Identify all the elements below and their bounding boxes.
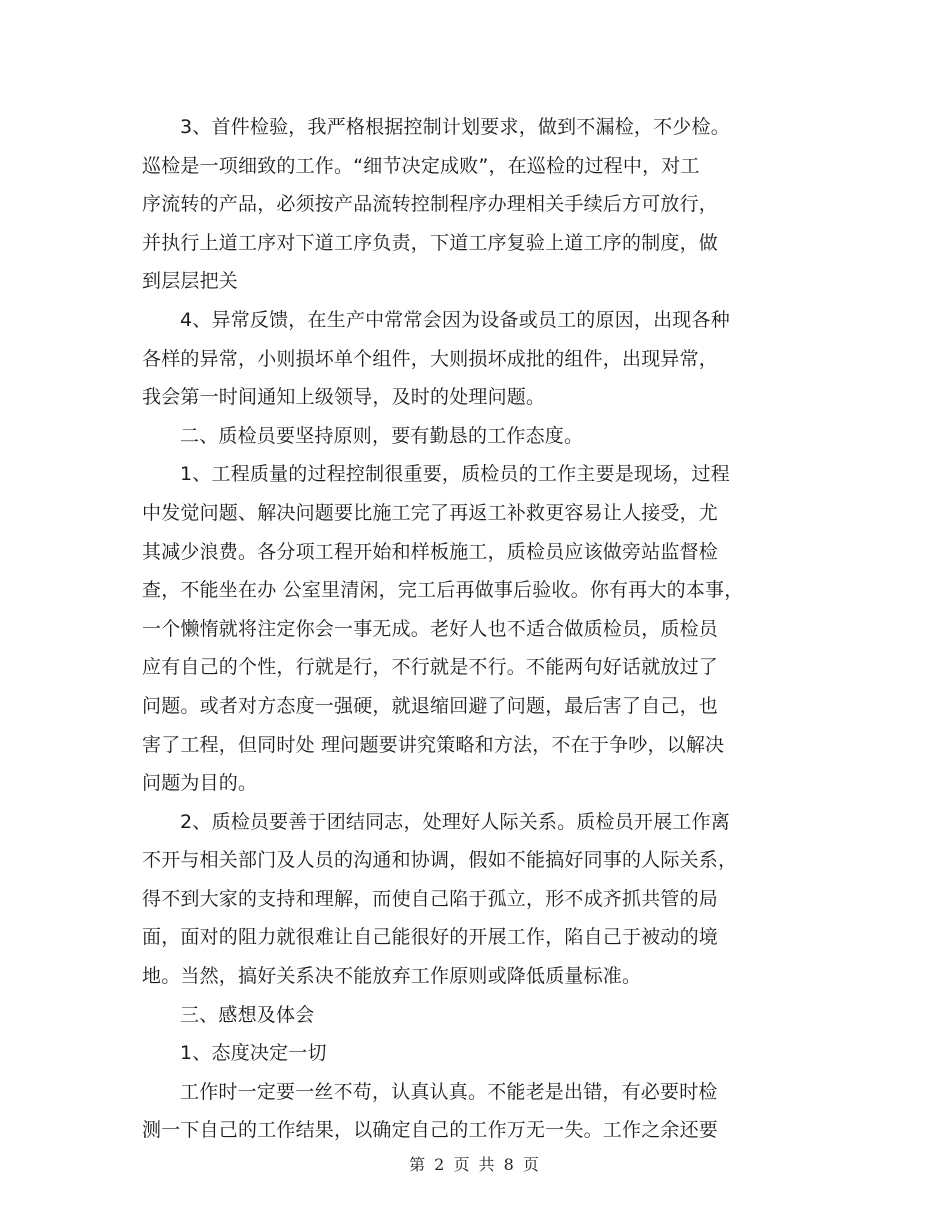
paragraph-line: 不开与相关部门及人员的沟通和协调，假如不能搞好同事的人际关系， <box>142 849 738 872</box>
paragraph-line: 到层层把关 <box>142 270 239 293</box>
page-number-footer: 第 2 页 共 8 页 <box>409 1155 541 1174</box>
paragraph-line: 害了工程，但同时处 理问题要讲究策略和方法，不在于争吵，以解决 <box>142 733 725 756</box>
paragraph-line: 面，面对的阻力就很难让自己能很好的开展工作，陷自己于被动的境 <box>142 926 719 949</box>
paragraph-line: 巡检是一项细致的工作。“细节决定成败”，在巡检的过程中，对工 <box>142 154 700 177</box>
paragraph-p7 <box>142 1034 810 1073</box>
paragraph-line: 工作时一定要一丝不苟，认真认真。不能老是出错，有必要时检 <box>180 1080 718 1103</box>
paragraph-line: 二、质检员要坚持原则，要有勤恳的工作态度。 <box>180 424 584 447</box>
paragraph-p1 <box>142 108 810 301</box>
paragraph-line: 我会第一时间通知上级领导，及时的处理问题。 <box>142 386 546 409</box>
paragraph-line: 1、工程质量的过程控制很重要，质检员的工作主要是现场，过程 <box>180 463 730 486</box>
paragraph-line: 4、异常反馈，在生产中常常会因为设备或员工的原因，出现各种 <box>180 308 730 331</box>
paragraph-line: 1、态度决定一切 <box>180 1042 327 1065</box>
paragraph-line: 查，不能坐在办 公室里清闲，完工后再做事后验收。你有再大的本事， <box>142 579 744 602</box>
paragraph-line: 测一下自己的工作结果，以确定自己的工作万无一失。工作之余还要 <box>142 1119 719 1142</box>
paragraph-line: 地。当然，搞好关系决不能放弃工作原则或降低质量标准。 <box>142 965 642 988</box>
paragraph-p3 <box>142 417 810 456</box>
paragraph-p5 <box>142 803 810 996</box>
paragraph-line: 一个懒惰就将注定你会一事无成。老好人也不适合做质检员，质检员 <box>142 617 719 640</box>
paragraph-line: 并执行上道工序对下道工序负责，下道工序复验上道工序的制度，做 <box>142 231 719 254</box>
paragraph-line: 2、质检员要善于团结同志，处理好人际关系。质检员开展工作离 <box>180 810 730 833</box>
paragraph-line: 应有自己的个性，行就是行，不行就是不行。不能两句好话就放过了 <box>142 656 719 679</box>
paragraph-line: 问题为目的。 <box>142 772 258 795</box>
paragraph-line: 各样的异常，小则损坏单个组件，大则损坏成批的组件，出现异常， <box>142 347 719 370</box>
paragraph-line: 中发觉问题、解决问题要比施工完了再返工补救更容易让人接受，尤 <box>142 501 719 524</box>
paragraph-line: 序流转的产品，必须按产品流转控制程序办理相关手续后方可放行， <box>142 193 719 216</box>
paragraph-p2 <box>142 301 810 417</box>
paragraph-line: 得不到大家的支持和理解，而使自己陷于孤立，形不成齐抓共管的局 <box>142 887 719 910</box>
paragraph-line: 三、感想及体会 <box>180 1003 315 1026</box>
paragraph-line: 其减少浪费。各分项工程开始和样板施工，质检员应该做旁站监督检 <box>142 540 719 563</box>
paragraph-p8 <box>142 1073 810 1150</box>
paragraph-p4 <box>142 455 810 802</box>
paragraph-p6 <box>142 996 810 1035</box>
paragraph-line: 问题。或者对方态度一强硬，就退缩回避了问题，最后害了自己，也 <box>142 694 719 717</box>
paragraph-line: 3、首件检验，我严格根据控制计划要求，做到不漏检，不少检。 <box>180 116 730 138</box>
document-body <box>142 108 810 1150</box>
